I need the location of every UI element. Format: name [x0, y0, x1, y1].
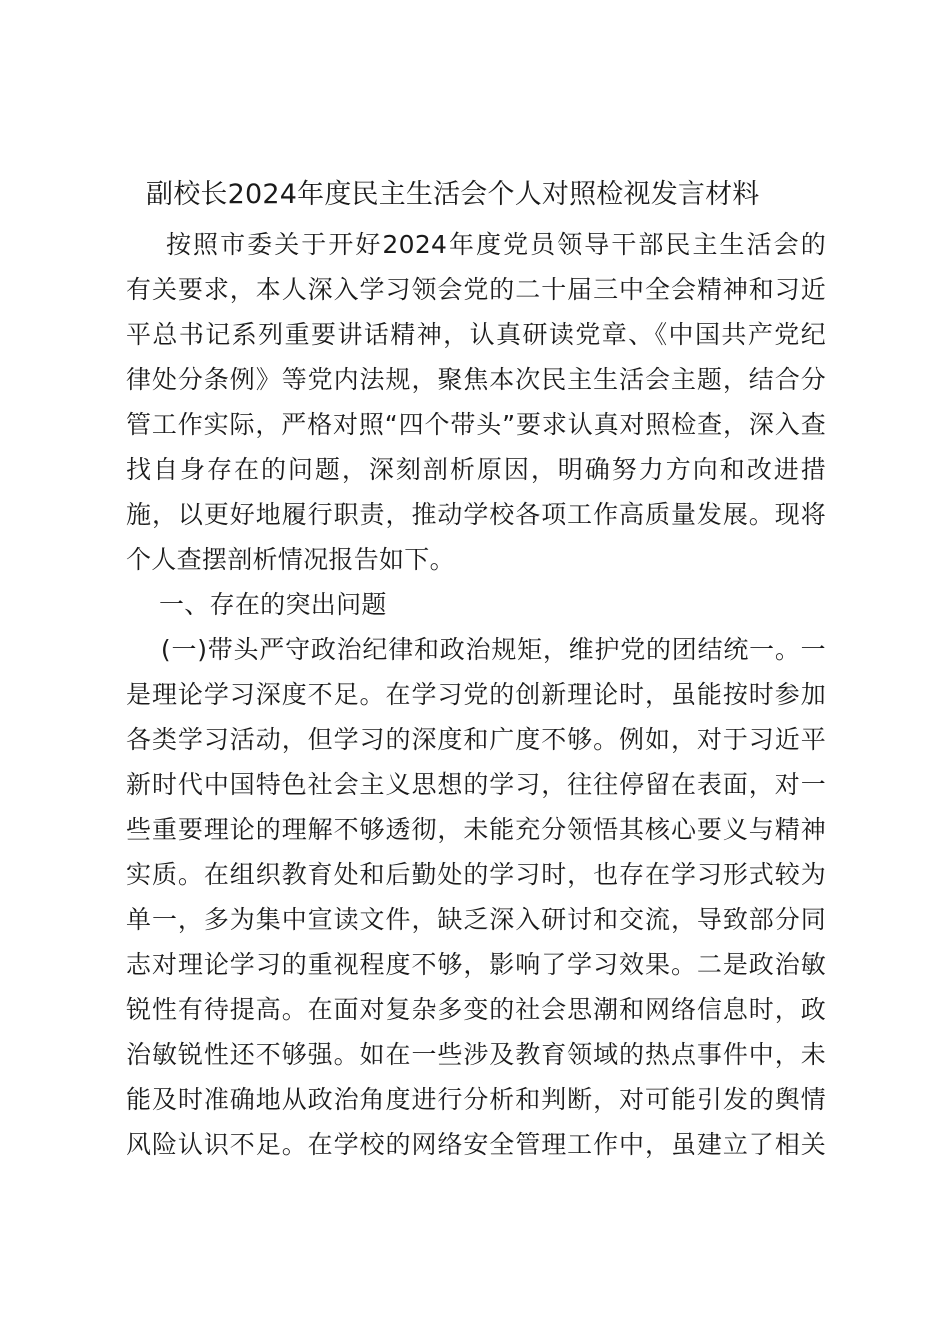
body-line: 律处分条例》等党内法规，聚焦本次民主生活会主题，结合分: [126, 365, 826, 394]
body-line: 些重要理论的理解不够透彻，未能充分领悟其核心要义与精神: [126, 815, 826, 844]
body-line: 有关要求，本人深入学习领会党的二十届三中全会精神和习近: [126, 275, 826, 304]
body-line: 管工作实际，严格对照“四个带头”要求认真对照检查，深入查: [126, 410, 826, 439]
body-line: (一)带头严守政治纪律和政治规矩，维护党的团结统一。一: [126, 635, 826, 664]
body-line: 施，以更好地履行职责，推动学校各项工作高质量发展。现将: [126, 500, 826, 529]
section-heading: 一、存在的突出问题: [126, 590, 387, 619]
body-line: 各类学习活动，但学习的深度和广度不够。例如，对于习近平: [126, 725, 826, 754]
body-line: 找自身存在的问题，深刻剖析原因，明确努力方向和改进措: [126, 455, 826, 484]
body-line: 个人查摆剖析情况报告如下。: [126, 545, 455, 574]
body-line: 按照市委关于开好2024年度党员领导干部民主生活会的: [126, 230, 826, 259]
body-line: 单一，多为集中宣读文件，缺乏深入研讨和交流，导致部分同: [126, 905, 826, 934]
body-line: 新时代中国特色社会主义思想的学习，往往停留在表面，对一: [126, 770, 826, 799]
body-line: 志对理论学习的重视程度不够，影响了学习效果。二是政治敏: [126, 950, 826, 979]
body-line: 风险认识不足。在学校的网络安全管理工作中，虽建立了相关: [126, 1130, 826, 1159]
body-line: 实质。在组织教育处和后勤处的学习时，也存在学习形式较为: [126, 860, 826, 889]
body-line: 是理论学习深度不足。在学习党的创新理论时，虽能按时参加: [126, 680, 826, 709]
body-line: 能及时准确地从政治角度进行分析和判断，对可能引发的舆情: [126, 1085, 826, 1114]
body-line: 锐性有待提高。在面对复杂多变的社会思潮和网络信息时，政: [126, 995, 826, 1024]
document-title: 副校长2024年度民主生活会个人对照检视发言材料: [146, 179, 760, 210]
body-line: 平总书记系列重要讲话精神，认真研读党章、《中国共产党纪: [126, 320, 826, 349]
body-line: 治敏锐性还不够强。如在一些涉及教育领域的热点事件中，未: [126, 1040, 826, 1069]
